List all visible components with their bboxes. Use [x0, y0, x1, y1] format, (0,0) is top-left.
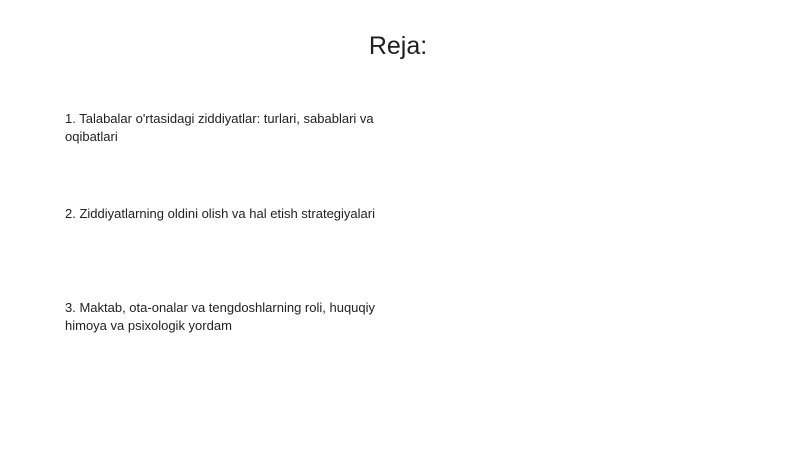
slide-title: Reja: — [368, 32, 428, 60]
plan-item-3: 3. Maktab, ota-onalar va tengdoshlarning roli, huquqiy himoya va psixologik yordam — [65, 300, 376, 333]
plan-item-2: 2. Ziddiyatlarning oldini olish va hal etish strategiyalari — [65, 206, 375, 221]
plan-item-1: 1. Talabalar o'rtasidagi ziddiyatlar: turlari, sabablari va oqibatlari — [65, 111, 374, 144]
